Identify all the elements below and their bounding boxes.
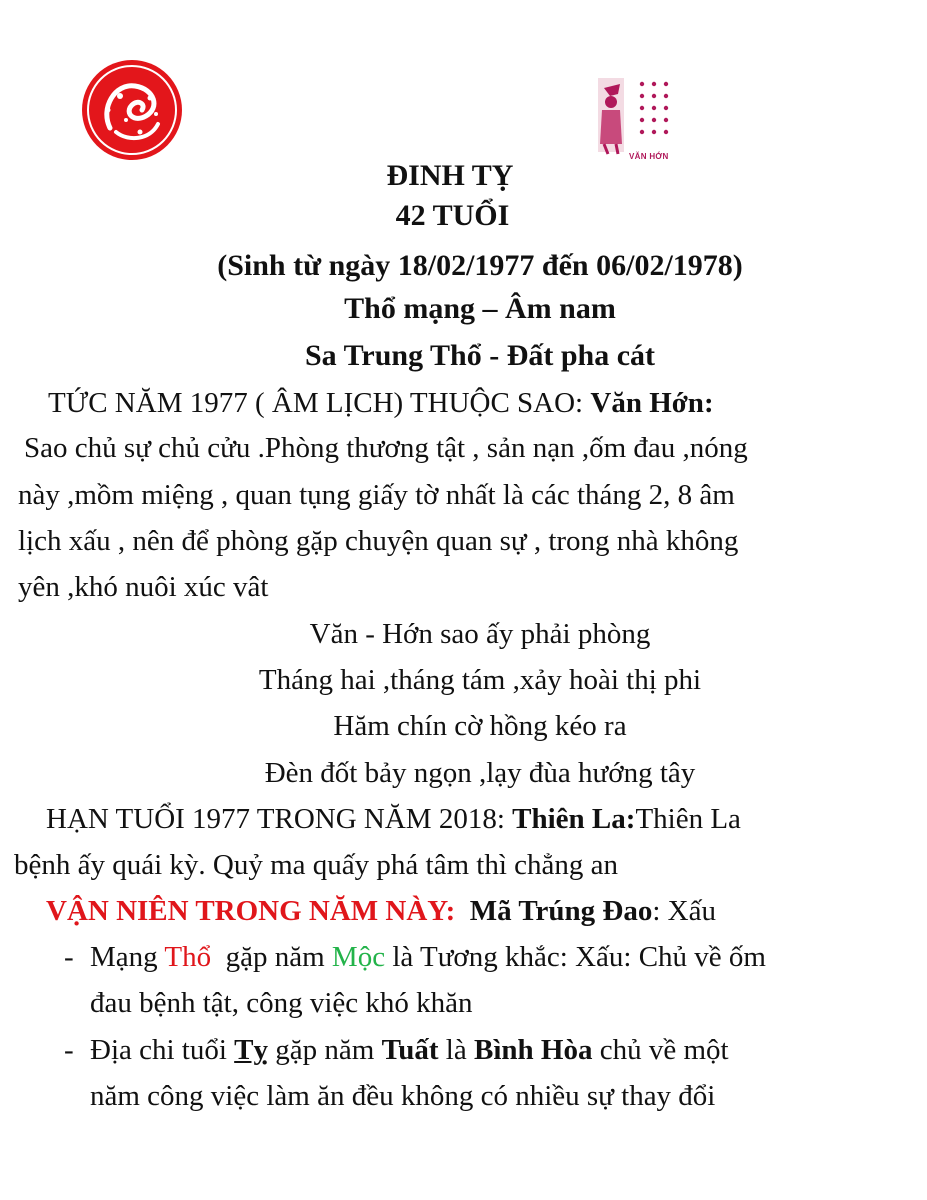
element-line: Thổ mạng – Âm nam — [344, 292, 616, 325]
van-nien-rest: : Xấu — [652, 895, 716, 927]
logo-label: VĂN HỚN — [629, 152, 669, 161]
han-heading — [46, 796, 741, 842]
name-title: ĐINH TỴ — [386, 159, 514, 192]
birth-range: (Sinh từ ngày 18/02/1977 đến 06/02/1978) — [217, 249, 743, 282]
han-name: Thiên La: — [512, 803, 636, 835]
verse-line-4: Đèn đốt bảy ngọn ,lạy đùa hướng tây — [264, 757, 696, 789]
star-line-2: này ,mồm miệng , quan tụng giấy tờ nhất là các tháng 2, 8 âm — [18, 479, 735, 511]
b2-binh-hoa: Bình Hòa — [473, 1034, 593, 1066]
b1-text-c: là Tương khắc: Xấu: Chủ về ốm — [385, 941, 766, 973]
b2-ty: Tỵ — [234, 1034, 269, 1066]
b2-text-d: chủ về một — [592, 1034, 729, 1066]
bullet-1-line-2: đau bệnh tật, công việc khó khăn — [90, 987, 473, 1019]
star-line-3: lịch xấu , nên để phòng gặp chuyện quan sự , trong nhà không — [18, 525, 739, 557]
bullet-dash-1: - — [64, 941, 74, 973]
snake-seal-logo — [80, 58, 184, 162]
b1-moc: Mộc — [331, 941, 386, 973]
bullet-dash-2: - — [64, 1034, 74, 1066]
van-nien-heading: VẬN NIÊN TRONG NĂM NÀY: — [46, 895, 456, 927]
bullet-1-line-1 — [90, 934, 766, 980]
star-prefix: TỨC NĂM 1977 ( ÂM LỊCH) THUỘC SAO: — [48, 387, 591, 419]
age-title: 42 TUỔI — [395, 199, 510, 232]
star-line-1: Sao chủ sự chủ cửu .Phòng thương tật , sản nạn ,ốm đau ,nóng — [24, 432, 748, 464]
b2-text-c: là — [438, 1034, 474, 1066]
van-nien-line — [46, 888, 716, 934]
nap-am-line: Sa Trung Thổ - Đất pha cát — [304, 339, 656, 372]
b2-text-a: Địa chi tuổi — [90, 1034, 235, 1066]
b1-text-a: Mạng — [90, 941, 165, 973]
b2-text-b: gặp năm — [268, 1034, 382, 1066]
b1-text-b: gặp năm — [211, 941, 332, 973]
han-prefix: HẠN TUỔI 1977 TRONG NĂM 2018: — [46, 803, 513, 835]
star-line-4: yên ,khó nuôi xúc vât — [18, 571, 269, 603]
b1-tho: Thổ — [164, 941, 212, 973]
star-heading — [48, 380, 714, 426]
verse-line-1: Văn - Hớn sao ấy phải phòng — [309, 618, 651, 650]
star-name: Văn Hớn: — [590, 387, 714, 419]
van-nien-name: Mã Trúng Đao — [469, 895, 653, 927]
han-line-2: bệnh ấy quái kỳ. Quỷ ma quấy phá tâm thì chẳng an — [14, 849, 619, 881]
b2-tuat: Tuất — [381, 1034, 439, 1066]
bullet-2-line-1 — [90, 1027, 729, 1073]
verse-line-2: Tháng hai ,tháng tám ,xảy hoài thị phi — [258, 664, 702, 696]
verse-line-3: Hăm chín cờ hồng kéo ra — [333, 710, 627, 742]
bullet-2-line-2: năm công việc làm ăn đều không có nhiều sự thay đổi — [90, 1080, 716, 1112]
han-rest: Thiên La — [635, 803, 741, 835]
